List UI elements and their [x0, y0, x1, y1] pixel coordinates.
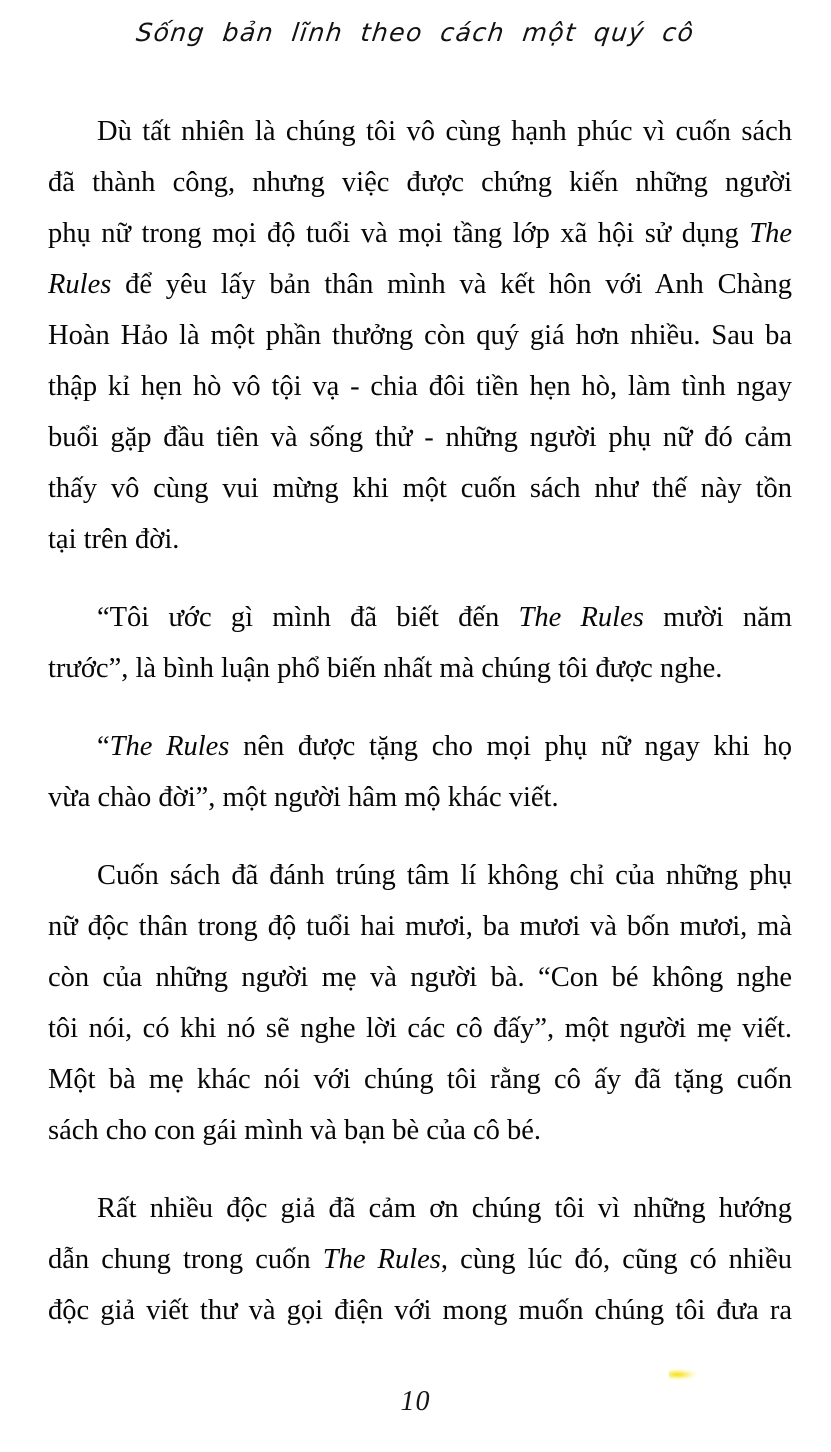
text-run: còn của những người mẹ và người bà. “Con bé không nghe: [48, 962, 792, 993]
text-line: [48, 157, 792, 208]
text-run: tại trên đời.: [48, 524, 180, 555]
text-line: [48, 412, 792, 463]
yellow-highlight-speck: [669, 1369, 697, 1380]
text-line: [48, 310, 792, 361]
text-run: , cùng lúc đó, cũng có nhiều: [440, 1244, 792, 1275]
text-run: dẫn chung trong cuốn: [48, 1244, 323, 1275]
text-run: sách cho con gái mình và bạn bè của cô bé.: [48, 1115, 542, 1146]
text-run: vừa chào đời”, một người hâm mộ khác viết.: [48, 782, 559, 813]
text-line: [48, 643, 792, 694]
italic-text-run: The Rules: [109, 731, 230, 762]
text-line: [48, 1105, 792, 1156]
paragraph: [48, 592, 792, 694]
text-line: [48, 1285, 792, 1336]
text-run: Dù tất nhiên là chúng tôi vô cùng hạnh phúc vì cuốn sách: [97, 116, 792, 147]
text-run: thập kỉ hẹn hò vô tội vạ - chia đôi tiền hẹn hò, làm tình ngay: [48, 371, 792, 402]
text-line: [48, 514, 792, 565]
text-line: [48, 1183, 792, 1234]
text-line: [48, 592, 792, 643]
text-run: “: [97, 731, 110, 762]
italic-text-run: Rules: [48, 269, 112, 300]
text-line: [48, 259, 792, 310]
paragraph: [48, 106, 792, 565]
text-run: độc giả viết thư và gọi điện với mong muốn chúng tôi đưa ra: [48, 1295, 792, 1326]
text-run: Một bà mẹ khác nói với chúng tôi rằng cô ấy đã tặng cuốn: [48, 1064, 792, 1095]
text-run: thấy vô cùng vui mừng khi một cuốn sách như thế này tồn: [48, 473, 792, 504]
text-run: buổi gặp đầu tiên và sống thử - những người phụ nữ đó cảm: [48, 422, 792, 453]
text-line: [48, 850, 792, 901]
text-run: để yêu lấy bản thân mình và kết hôn với Anh Chàng: [111, 269, 792, 300]
text-run: Cuốn sách đã đánh trúng tâm lí không chỉ của những phụ: [97, 860, 792, 891]
text-run: trước”, là bình luận phổ biến nhất mà chúng tôi được nghe.: [48, 653, 723, 684]
text-run: nên được tặng cho mọi phụ nữ ngay khi họ: [229, 731, 792, 762]
text-run: đã thành công, nhưng việc được chứng kiến những người: [48, 167, 792, 198]
text-line: [48, 1054, 792, 1105]
running-header: Sống bản lĩnh theo cách một quý cô: [134, 18, 697, 47]
paragraph: [48, 850, 792, 1156]
italic-text-run: The Rules: [322, 1244, 441, 1275]
text-line: [48, 952, 792, 1003]
text-run: Rất nhiều độc giả đã cảm ơn chúng tôi vì những hướng: [97, 1193, 792, 1224]
text-line: [48, 1234, 792, 1285]
text-line: [48, 361, 792, 412]
text-run: tôi nói, có khi nó sẽ nghe lời các cô đấy”, một người mẹ viết.: [48, 1013, 792, 1044]
text-line: [48, 208, 792, 259]
text-run: Hoàn Hảo là một phần thưởng còn quý giá hơn nhiều. Sau ba: [48, 320, 792, 351]
text-run: phụ nữ trong mọi độ tuổi và mọi tầng lớp xã hội sử dụng: [48, 218, 750, 249]
text-line: [48, 721, 792, 772]
italic-text-run: The Rules: [518, 602, 644, 633]
paragraph: [48, 721, 792, 823]
text-line: [48, 901, 792, 952]
text-line: [48, 106, 792, 157]
text-run: mười năm: [643, 602, 792, 633]
italic-text-run: The: [749, 218, 792, 249]
text-line: [48, 463, 792, 514]
text-line: [48, 772, 792, 823]
text-run: nữ độc thân trong độ tuổi hai mươi, ba mươi và bốn mươi, mà: [48, 911, 792, 942]
paragraph: [48, 1183, 792, 1336]
text-run: “Tôi ước gì mình đã biết đến: [97, 602, 519, 633]
text-line: [48, 1003, 792, 1054]
page-body-text: [48, 106, 792, 1336]
page-number: 10: [400, 1386, 431, 1417]
